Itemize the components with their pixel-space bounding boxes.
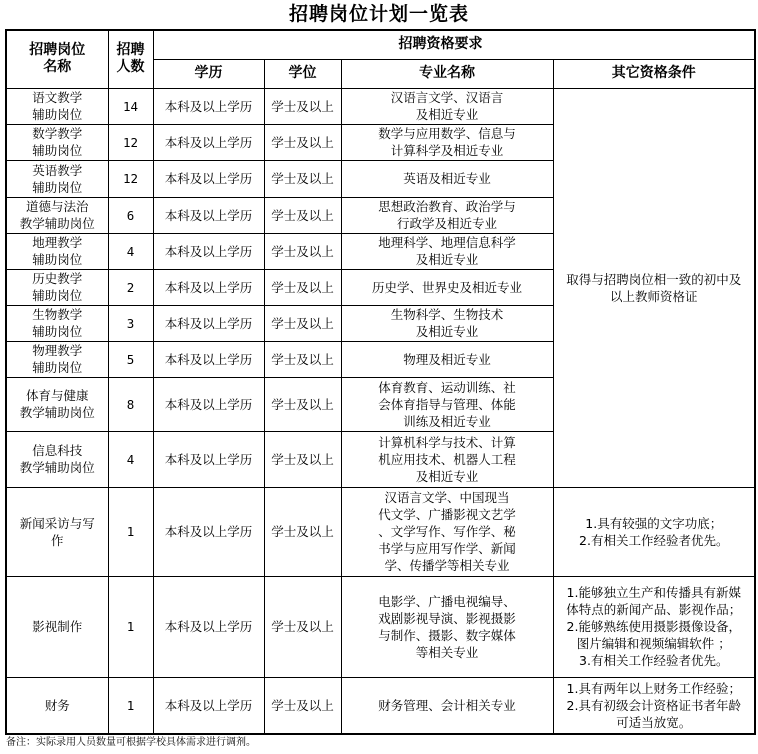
degree: 学士及以上 [264, 305, 341, 341]
education: 本科及以上学历 [153, 88, 264, 124]
degree: 学士及以上 [264, 197, 341, 233]
table-row [6, 677, 755, 734]
table-row [6, 576, 755, 677]
headcount: 4 [108, 431, 153, 487]
major: 财务管理、会计相关专业 [341, 677, 553, 734]
position-name: 道德与法治 教学辅助岗位 [6, 197, 108, 233]
degree: 学士及以上 [264, 576, 341, 677]
degree: 学士及以上 [264, 88, 341, 124]
header-other: 其它资格条件 [553, 59, 755, 88]
headcount: 1 [108, 576, 153, 677]
page-title: 招聘岗位计划一览表 [288, 3, 469, 25]
other-conditions-news: 1.具有较强的文字功底； 2.有相关工作经验者优先。 [553, 487, 755, 576]
degree: 学士及以上 [264, 487, 341, 576]
headcount: 6 [108, 197, 153, 233]
headcount: 14 [108, 88, 153, 124]
education: 本科及以上学历 [153, 233, 264, 269]
position-name: 英语教学 辅助岗位 [6, 160, 108, 197]
degree: 学士及以上 [264, 124, 341, 160]
education: 本科及以上学历 [153, 269, 264, 305]
education: 本科及以上学历 [153, 576, 264, 677]
education: 本科及以上学历 [153, 377, 264, 431]
header-requirements: 招聘资格要求 [153, 30, 755, 59]
position-name: 地理教学 辅助岗位 [6, 233, 108, 269]
header-degree: 学位 [264, 59, 341, 88]
major: 生物科学、生物技术 及相近专业 [341, 305, 553, 341]
position-name: 历史教学 辅助岗位 [6, 269, 108, 305]
table-row [6, 88, 755, 124]
headcount: 12 [108, 160, 153, 197]
major: 思想政治教育、政治学与 行政学及相近专业 [341, 197, 553, 233]
education: 本科及以上学历 [153, 124, 264, 160]
major: 计算机科学与技术、计算 机应用技术、机器人工程 及相近专业 [341, 431, 553, 487]
education: 本科及以上学历 [153, 305, 264, 341]
header-position: 招聘岗位 名称 [6, 30, 108, 88]
position-name: 新闻采访与写 作 [6, 487, 108, 576]
headcount: 1 [108, 677, 153, 734]
header-major: 专业名称 [341, 59, 553, 88]
degree: 学士及以上 [264, 377, 341, 431]
position-name: 数学教学 辅助岗位 [6, 124, 108, 160]
major: 体育教育、运动训练、社 会体育指导与管理、体能 训练及相近专业 [341, 377, 553, 431]
header-count: 招聘 人数 [108, 30, 153, 88]
education: 本科及以上学历 [153, 487, 264, 576]
education: 本科及以上学历 [153, 677, 264, 734]
position-name: 语文教学 辅助岗位 [6, 88, 108, 124]
position-name: 体育与健康 教学辅助岗位 [6, 377, 108, 431]
education: 本科及以上学历 [153, 431, 264, 487]
major: 汉语言文学、中国现当 代文学、广播影视文艺学 、文学写作、写作学、秘 书学与应用写作学、新闻 学、传播学等相关专业 [341, 487, 553, 576]
footnote: 备注：实际录用人员数量可根据学校具体需求进行调剂。 [6, 737, 256, 748]
position-name: 生物教学 辅助岗位 [6, 305, 108, 341]
other-conditions-teaching: 取得与招聘岗位相一致的初中及 以上教师资格证 [553, 88, 755, 487]
headcount: 12 [108, 124, 153, 160]
header-education: 学历 [153, 59, 264, 88]
degree: 学士及以上 [264, 233, 341, 269]
major: 汉语言文学、汉语言 及相近专业 [341, 88, 553, 124]
education: 本科及以上学历 [153, 341, 264, 377]
major: 数学与应用数学、信息与 计算科学及相近专业 [341, 124, 553, 160]
major: 电影学、广播电视编导、 戏剧影视导演、影视摄影 与制作、摄影、数字媒体 等相关专业 [341, 576, 553, 677]
education: 本科及以上学历 [153, 197, 264, 233]
degree: 学士及以上 [264, 431, 341, 487]
major: 历史学、世界史及相近专业 [341, 269, 553, 305]
position-name: 物理教学 辅助岗位 [6, 341, 108, 377]
degree: 学士及以上 [264, 341, 341, 377]
other-conditions-film: 1.能够独立生产和传播具有新媒 体特点的新闻产品、影视作品； 2.能够熟练使用摄影摄像设备， 图片编辑和视频编辑软件 ； 3.有相关工作经验者优先。 [553, 576, 755, 677]
degree: 学士及以上 [264, 160, 341, 197]
education: 本科及以上学历 [153, 160, 264, 197]
position-name: 影视制作 [6, 576, 108, 677]
headcount: 1 [108, 487, 153, 576]
recruitment-table [5, 29, 756, 735]
position-name: 财务 [6, 677, 108, 734]
headcount: 4 [108, 233, 153, 269]
degree: 学士及以上 [264, 677, 341, 734]
headcount: 5 [108, 341, 153, 377]
headcount: 3 [108, 305, 153, 341]
table-row [6, 487, 755, 576]
headcount: 8 [108, 377, 153, 431]
other-conditions-finance: 1.具有两年以上财务工作经验； 2.具有初级会计资格证书者年龄 可适当放宽。 [553, 677, 755, 734]
major: 地理科学、地理信息科学 及相近专业 [341, 233, 553, 269]
major: 英语及相近专业 [341, 160, 553, 197]
major: 物理及相近专业 [341, 341, 553, 377]
position-name: 信息科技 教学辅助岗位 [6, 431, 108, 487]
headcount: 2 [108, 269, 153, 305]
degree: 学士及以上 [264, 269, 341, 305]
